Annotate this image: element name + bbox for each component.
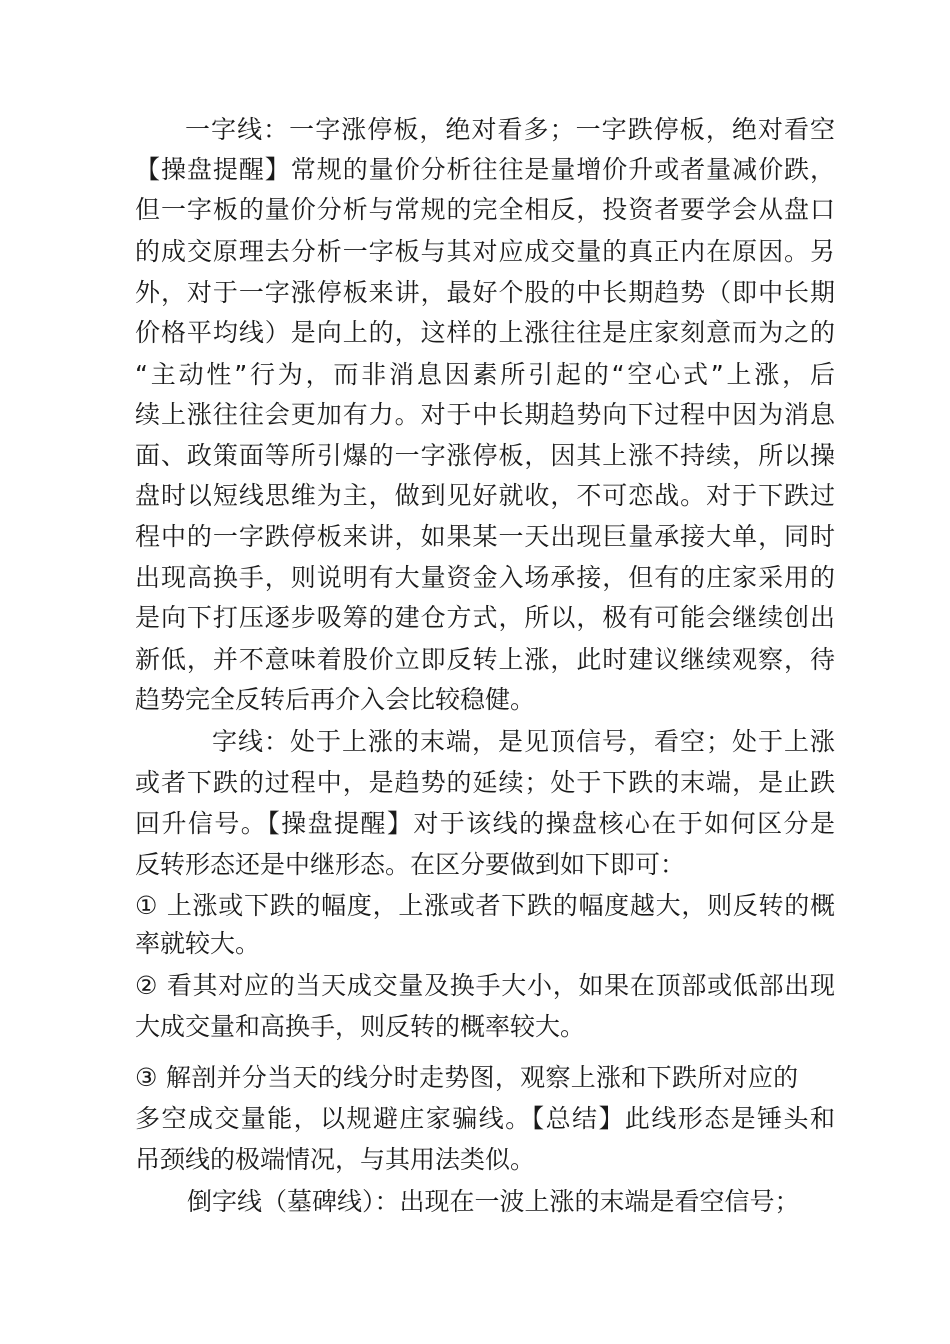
text-line-9: 面、政策面等所引爆的一字涨停板，因其上涨不持续，所以操 <box>135 441 835 470</box>
text-line-3: 但一字板的量价分析与常规的完全相反，投资者要学会从盘口 <box>135 195 835 224</box>
text-line-21: 率就较大。 <box>135 929 261 958</box>
text-line-13: 是向下打压逐步吸筹的建仓方式，所以，极有可能会继续创出 <box>135 603 835 632</box>
text-line-2: 【操盘提醒】常规的量价分析往往是量增价升或者量减价跌， <box>135 155 835 184</box>
text-line-6: 价格平均线）是向上的，这样的上涨往往是庄家刻意而为之的 <box>135 318 835 347</box>
text-line-19: 反转形态还是中继形态。在区分要做到如下即可： <box>135 850 686 879</box>
text-line-15: 趋势完全反转后再介入会比较稳健。 <box>135 685 536 714</box>
text-line-16: 字线：处于上涨的末端，是见顶信号，看空；处于上涨 <box>212 727 835 756</box>
text-line-25: 多空成交量能，以规避庄家骗线。【总结】此线形态是锤头和 <box>135 1104 835 1133</box>
text-line-12: 出现高换手，则说明有大量资金入场承接，但有的庄家采用的 <box>135 563 835 592</box>
text-line-22: ② 看其对应的当天成交量及换手大小，如果在顶部或低部出现 <box>135 971 835 1000</box>
text-line-23: 大成交量和高换手，则反转的概率较大。 <box>135 1012 586 1041</box>
text-line-5: 外，对于一字涨停板来讲，最好个股的中长期趋势（即中长期 <box>135 278 835 307</box>
text-line-1: 一字线：一字涨停板，绝对看多；一字跌停板，绝对看空 <box>185 115 835 144</box>
text-line-24: ③ 解剖并分当天的线分时走势图，观察上涨和下跌所对应的 <box>135 1063 799 1092</box>
text-line-10: 盘时以短线思维为主，做到见好就收，不可恋战。对于下跌过 <box>135 481 835 510</box>
text-line-14: 新低，并不意味着股价立即反转上涨，此时建议继续观察，待 <box>135 645 835 674</box>
text-line-7: “主动性”行为，而非消息因素所引起的“空心式”上涨，后 <box>135 360 835 389</box>
text-line-8: 续上涨往往会更加有力。对于中长期趋势向下过程中因为消息 <box>135 400 835 429</box>
text-line-20: ① 上涨或下跌的幅度，上涨或者下跌的幅度越大，则反转的概 <box>135 891 835 920</box>
text-line-4: 的成交原理去分析一字板与其对应成交量的真正内在原因。另 <box>135 237 835 266</box>
text-line-18: 回升信号。【操盘提醒】对于该线的操盘核心在于如何区分是 <box>135 809 835 838</box>
text-line-27: 倒字线（墓碑线）：出现在一波上涨的末端是看空信号； <box>187 1187 800 1216</box>
text-line-26: 吊颈线的极端情况，与其用法类似。 <box>135 1145 536 1174</box>
text-line-17: 或者下跌的过程中，是趋势的延续；处于下跌的末端，是止跌 <box>135 768 835 797</box>
text-line-11: 程中的一字跌停板来讲，如果某一天出现巨量承接大单，同时 <box>135 522 835 551</box>
